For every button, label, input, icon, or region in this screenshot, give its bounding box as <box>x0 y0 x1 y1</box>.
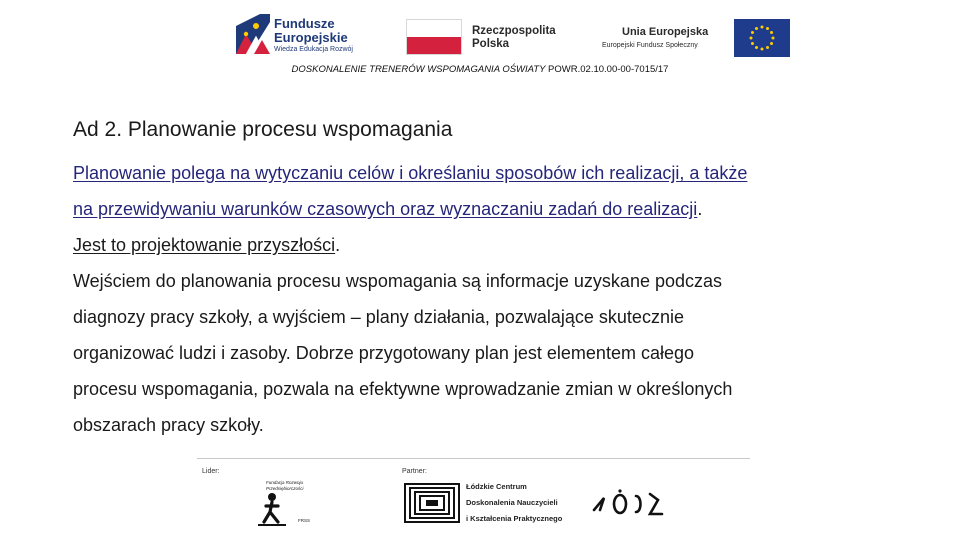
slide-body <box>73 155 893 443</box>
project-code: POWR.02.10.00-00-7015/17 <box>545 64 669 75</box>
eu-star-icon <box>766 27 769 30</box>
project-title: DOSKONALENIE TRENERÓW WSPOMAGANIA OŚWIATY <box>291 64 546 75</box>
body-line-2 <box>73 191 893 227</box>
definition-link-2[interactable]: na przewidywaniu warunków czasowych oraz wyznaczaniu zadań do realizacji <box>73 199 698 219</box>
body-line-6: organizować ludzi i zasoby. Dobrze przygotowany plan jest elementem całego <box>73 343 694 363</box>
body-line-3-end: . <box>335 235 341 255</box>
fundusze-europejskie-logo <box>232 12 372 58</box>
partner-label: Partner: <box>402 468 427 475</box>
partner-name-line1: Łódzkie Centrum <box>466 482 527 491</box>
lider-logo <box>256 478 328 528</box>
eu-star-icon <box>761 48 764 51</box>
body-line-3 <box>73 227 893 263</box>
partner-name-line2: Doskonalenia Nauczycieli <box>466 498 558 507</box>
eu-star-icon <box>761 26 764 29</box>
eu-star-icon <box>772 37 775 40</box>
fe-title-line1: Fundusze <box>274 16 335 31</box>
rzeczpospolita-polska-logo <box>406 19 576 55</box>
polish-flag-icon <box>406 19 462 55</box>
rp-title-line2: Polska <box>472 38 510 50</box>
partner-square-logo-icon <box>404 483 460 523</box>
partner-signature-icon <box>592 488 664 518</box>
lider-abbrev: FRSS <box>298 518 311 523</box>
definition-link-1[interactable]: Planowanie polega na wytyczaniu celów i określaniu sposobów ich realizacji, a także <box>73 163 748 183</box>
body-line-7: procesu wspomagania, pozwala na efektywne wprowadzanie zmian w określonych <box>73 379 733 399</box>
header-logos <box>232 12 792 60</box>
partner-name-line3: i Kształcenia Praktycznego <box>466 514 563 523</box>
body-line-1 <box>73 155 893 191</box>
eu-star-icon <box>750 37 753 40</box>
body-line-8: obszarach pracy szkoły. <box>73 415 264 435</box>
unia-europejska-logo <box>600 19 790 57</box>
slide-title: Ad 2. Planowanie procesu wspomagania <box>73 118 453 141</box>
fe-flag-icon <box>236 14 270 54</box>
body-line-5: diagnozy pracy szkoły, a wyjściem – plany działania, pozwalające skutecznie <box>73 307 684 327</box>
eu-star-icon <box>751 42 754 45</box>
body-line-4: Wejściem do planowania procesu wspomagania są informacje uzyskane podczas <box>73 271 723 291</box>
ue-title: Unia Europejska <box>622 26 709 38</box>
eu-flag-icon <box>734 19 790 57</box>
eu-star-icon <box>755 46 758 49</box>
lider-name-line2: Przedsiębiorczości <box>266 486 304 491</box>
eu-star-icon <box>766 46 769 49</box>
project-name <box>0 64 960 75</box>
definition-link-3[interactable]: Jest to projektowanie przyszłości <box>73 235 336 255</box>
rp-title-line1: Rzeczpospolita <box>472 25 556 37</box>
fe-title-line2: Europejskie <box>274 30 348 45</box>
eu-star-icon <box>770 42 773 45</box>
running-figure-icon <box>258 492 286 526</box>
footer-divider <box>197 458 750 459</box>
eu-star-icon <box>755 27 758 30</box>
fe-tagline: Wiedza Edukacja Rozwój <box>274 46 353 53</box>
ue-subtitle: Europejski Fundusz Społeczny <box>602 42 698 49</box>
eu-star-icon <box>770 31 773 34</box>
body-line-2-end: . <box>697 199 703 219</box>
lider-name-line1: Fundacja Rozwoju <box>266 480 304 485</box>
lider-label: Lider: <box>202 468 220 475</box>
eu-star-icon <box>751 31 754 34</box>
